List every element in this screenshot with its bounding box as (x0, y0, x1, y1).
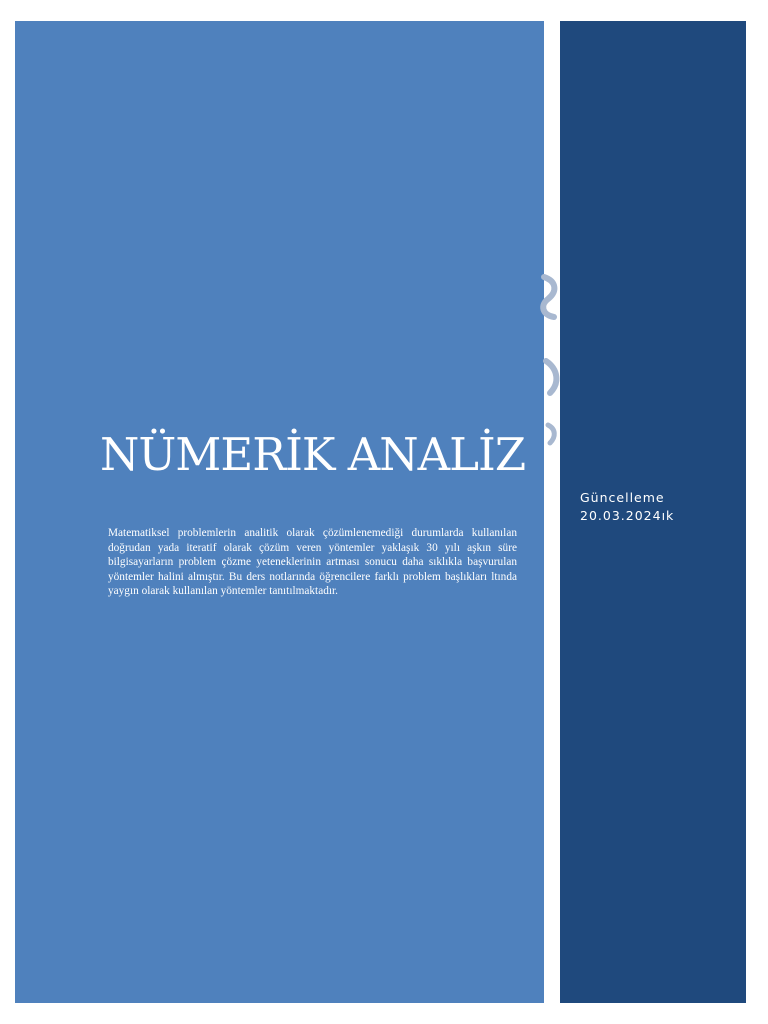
cover-main-panel (15, 21, 544, 1003)
update-info (580, 489, 740, 525)
update-date: 20.03.2024ık (580, 508, 675, 523)
update-label: Güncelleme (580, 490, 665, 505)
document-title: NÜMERİK ANALİZ (100, 428, 526, 481)
decorative-swirl-graphic (530, 265, 570, 455)
document-abstract: Matematiksel problemlerin analitik olarak çözümlenemediği durumlarda kullanılan doğrudan yada iteratif olarak çözüm veren yöntemler yaklaşık 30 yılı aşkın süre bilgisayarların problem çözme yeteneklerinin artması sonucu daha sıklıkla başvurulan yöntemler halini almıştır. Bu ders notlarında öğrencilere farklı problem başlıkları ltında yaygın olarak kullanılan yöntemler tanıtılmaktadır. (108, 527, 517, 598)
